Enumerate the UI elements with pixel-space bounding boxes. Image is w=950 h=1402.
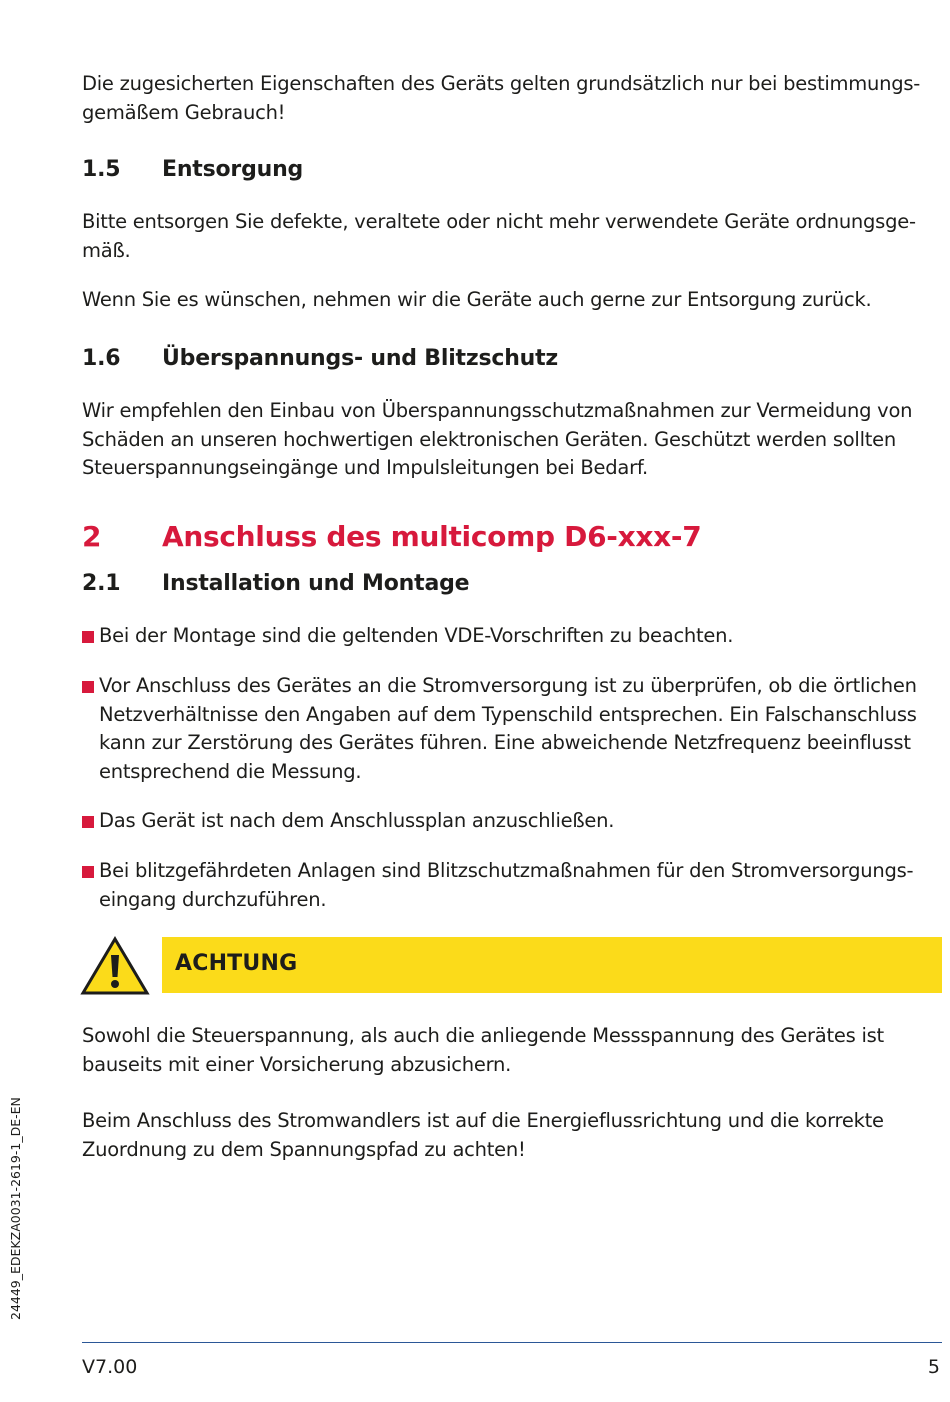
bullet-square-icon [82, 866, 94, 878]
bullet-item: Bei blitzgefährdeten Anlagen sind Blitzschutzmaßnahmen für den Stromversorgungs- eingang durchzuführen. [82, 857, 942, 914]
current-transformer-paragraph: Beim Anschluss des Stromwandlers ist auf die Energieflussrichtung und die korrekte Zuordnung zu dem Spannungspfad zu achten! [82, 1109, 884, 1161]
disposal-paragraph-1: Bitte entsorgen Sie defekte, veraltete oder nicht mehr verwendete Geräte ordnungsge- mäß. [82, 210, 916, 262]
surge-protection-paragraph: Wir empfehlen den Einbau von Überspannungsschutzmaßnahmen zur Vermeidung von Schäden an unseren hochwertigen elektronischen Geräten. Geschützt werden sollten Steuerspannungseingänge und Impulsleitungen bei Bedarf. [82, 399, 913, 479]
bullet-item: Bei der Montage sind die geltenden VDE-Vorschriften zu beachten. [82, 622, 942, 651]
fuse-paragraph: Sowohl die Steuerspannung, als auch die anliegende Messspannung des Gerätes ist bauseits mit einer Vorsicherung abzusichern. [82, 1024, 884, 1076]
warning-triangle-icon [80, 936, 150, 996]
warning-banner [162, 937, 942, 993]
disposal-paragraph-2: Wenn Sie es wünschen, nehmen wir die Geräte auch gerne zur Entsorgung zurück. [82, 288, 872, 311]
heading-title: Überspannungs- und Blitzschutz [162, 346, 559, 371]
footer-version: V7.00 [82, 1356, 138, 1378]
bullet-item: Das Gerät ist nach dem Anschlussplan anzuschließen. [82, 807, 942, 836]
heading-number: 2 [82, 520, 102, 553]
warning-label: ACHTUNG [175, 951, 298, 976]
intro-paragraph: Die zugesicherten Eigenschaften des Geräts gelten grundsätzlich nur bei bestimmungs- gemäßem Gebrauch! [82, 72, 921, 124]
heading-title: Anschluss des multicomp D6-xxx-7 [162, 520, 702, 553]
bullet-square-icon [82, 681, 94, 693]
bullet-square-icon [82, 816, 94, 828]
heading-number: 1.6 [82, 346, 121, 371]
bullet-square-icon [82, 631, 94, 643]
heading-title: Entsorgung [162, 157, 304, 182]
footer-divider [82, 1342, 942, 1343]
bullet-item: Vor Anschluss des Gerätes an die Stromversorgung ist zu überprüfen, ob die örtlichen Netzverhältnisse den Angaben auf dem Typenschild entsprechen. Ein Falschanschluss kann zur Zerstörung des Gerätes führen. Eine abweichende Netzfrequenz beeinflusst entsprechend die Messung. [82, 672, 942, 786]
document-code: 24449_EDEKZA0031-2619-1_DE-EN [8, 1097, 23, 1320]
heading-number: 2.1 [82, 571, 121, 596]
page-number: 5 [927, 1356, 940, 1378]
heading-title: Installation und Montage [162, 571, 470, 596]
heading-number: 1.5 [82, 157, 121, 182]
